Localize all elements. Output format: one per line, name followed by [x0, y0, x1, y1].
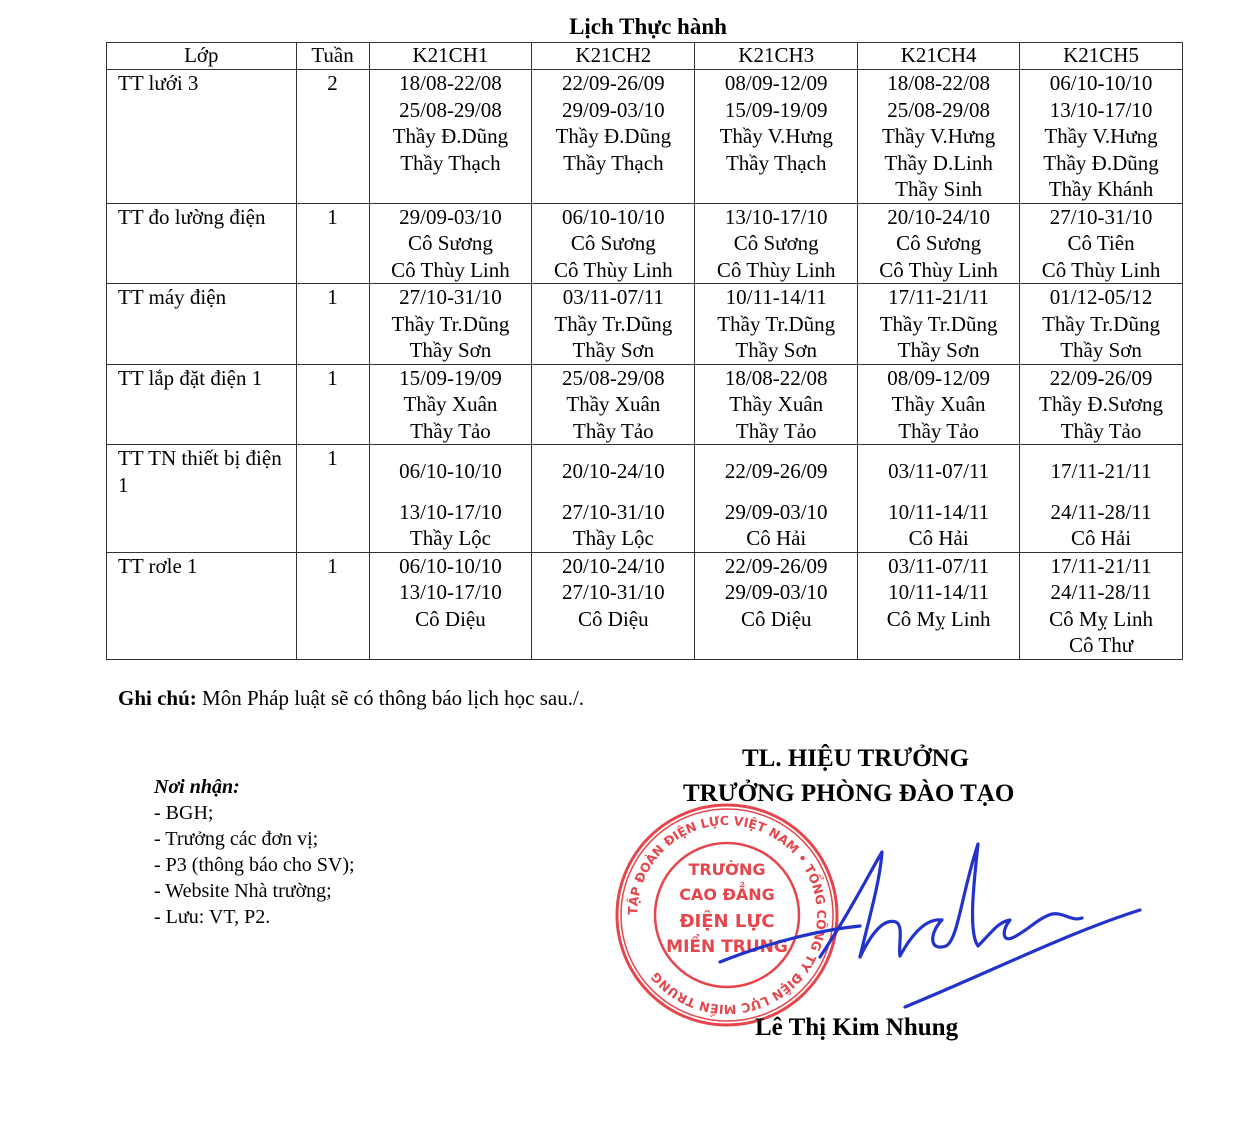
schedule-cell	[532, 364, 695, 445]
cell-line: Thầy Xuân	[891, 392, 986, 416]
header-k21ch5: K21CH5	[1020, 43, 1183, 70]
schedule-cell	[695, 203, 858, 284]
week-count: 2	[296, 70, 369, 204]
week-count: 1	[296, 445, 369, 553]
page-title: Lịch Thực hành	[569, 14, 727, 39]
cell-line: Thầy Tr.Dũng	[554, 311, 673, 336]
recipient-item: - P3 (thông báo cho SV);	[154, 854, 355, 876]
cell-line: 27/10-31/10	[399, 285, 502, 309]
signature-title-line1: TL. HIỆU TRƯỞNG	[742, 745, 970, 772]
cell-line: 29/09-03/10	[724, 499, 828, 524]
schedule-cell	[858, 203, 1020, 284]
header-k21ch2: K21CH2	[532, 43, 695, 70]
note-label: Ghi chú:	[118, 686, 197, 710]
schedule-cell	[369, 284, 532, 365]
cell-line: Thầy Sơn	[409, 338, 492, 362]
table-row	[107, 70, 1183, 204]
schedule-cell	[695, 70, 858, 204]
schedule-cell	[695, 445, 858, 553]
cell-line: Thầy Thạch	[563, 150, 664, 175]
recipient-item: - Website Nhà trường;	[154, 880, 332, 902]
cell-line: 27/10-31/10	[1049, 204, 1153, 229]
cell-line: 24/11-28/11	[1050, 499, 1152, 524]
cell-line: 03/11-07/11	[888, 553, 990, 578]
cell-line: 10/11-14/11	[725, 285, 827, 309]
cell-line: Cô Thùy Linh	[391, 257, 510, 282]
schedule-cell	[1020, 364, 1183, 445]
table-row	[107, 284, 1183, 365]
schedule-cell	[858, 284, 1020, 365]
cell-line: Thầy V.Hưng	[719, 124, 833, 148]
recipient-item: - BGH;	[154, 802, 214, 824]
cell-line: Thầy Đ.Dũng	[1043, 150, 1159, 175]
cell-line: Cô Sương	[896, 231, 982, 255]
cell-line: 15/09-19/09	[399, 365, 502, 390]
cell-line: 03/11-07/11	[888, 459, 990, 483]
cell-line: Thầy Xuân	[729, 392, 824, 416]
cell-line: Thầy Đ.Dũng	[392, 124, 509, 148]
schedule-cell	[858, 70, 1020, 204]
cell-line: Thầy Tảo	[1060, 418, 1142, 443]
table-row	[107, 364, 1183, 445]
cell-line: Thầy D.Linh	[884, 150, 993, 175]
cell-line: 08/09-12/09	[887, 365, 990, 390]
cell-line: 22/09-26/09	[724, 553, 828, 578]
cell-line: Thầy Đ.Dũng	[555, 124, 672, 148]
stamp-line-3: ĐIỆN LỰC	[679, 911, 775, 932]
cell-line: 25/08-29/08	[562, 365, 665, 390]
cell-line: 20/10-24/10	[887, 204, 990, 229]
course-name: TT lắp đặt điện 1	[107, 364, 297, 445]
cell-line: Thầy Sinh	[895, 177, 983, 201]
cell-line: 25/08-29/08	[399, 97, 502, 122]
cell-line: 15/09-19/09	[724, 97, 828, 122]
cell-line: 29/09-03/10	[399, 204, 502, 229]
cell-line: Thầy Tr.Dũng	[391, 311, 510, 336]
cell-line: Thầy Khánh	[1048, 177, 1154, 201]
schedule-cell	[695, 552, 858, 659]
cell-line: 06/10-10/10	[562, 204, 665, 229]
cell-line: Cô Thư	[1068, 633, 1134, 657]
cell-line: Cô Mỵ Linh	[886, 606, 991, 631]
cell-line: Cô Sương	[733, 231, 819, 255]
week-count: 1	[296, 203, 369, 284]
schedule-cell	[858, 445, 1020, 553]
table-row	[107, 552, 1183, 659]
cell-line: 17/11-21/11	[888, 285, 990, 309]
schedule-cell	[1020, 552, 1183, 659]
schedule-body	[107, 70, 1183, 660]
cell-line: Thầy Tr.Dũng	[717, 311, 836, 336]
cell-line: Thầy V.Hưng	[1044, 124, 1158, 148]
cell-line: 13/10-17/10	[399, 499, 502, 524]
cell-line: 06/10-10/10	[1049, 71, 1153, 95]
schedule-cell	[369, 445, 532, 553]
cell-line: Thầy Lộc	[572, 526, 654, 550]
cell-line: Cô Mỵ Linh	[1049, 606, 1153, 631]
header-weeks: Tuần	[296, 43, 369, 70]
table-row	[107, 445, 1183, 553]
cell-line: 13/10-17/10	[399, 580, 502, 604]
cell-line: Thầy Sơn	[1060, 338, 1142, 362]
cell-line: Thầy Tảo	[898, 418, 979, 443]
cell-line: Cô Tiên	[1067, 231, 1135, 255]
cell-line: 27/10-31/10	[562, 580, 665, 604]
cell-line: 18/08-22/08	[724, 365, 828, 390]
cell-line: Thầy Sơn	[897, 338, 980, 362]
cell-line: Thầy Lộc	[409, 526, 491, 550]
schedule-cell	[858, 364, 1020, 445]
cell-line: Cô Diệu	[415, 606, 486, 631]
cell-line: 29/09-03/10	[562, 97, 665, 122]
cell-line: Thầy Sơn	[735, 338, 818, 362]
cell-line: Cô Thùy Linh	[1041, 257, 1161, 282]
cell-line: 17/11-21/11	[1050, 553, 1152, 578]
cell-line: 13/10-17/10	[1049, 97, 1153, 122]
cell-line: Cô Thùy Linh	[879, 257, 998, 282]
cell-line: Thầy Tr.Dũng	[879, 311, 998, 336]
recipient-item: - Lưu: VT, P2.	[154, 906, 271, 928]
cell-line: 27/10-31/10	[562, 499, 665, 524]
cell-line: 25/08-29/08	[887, 97, 990, 122]
cell-line: 22/09-26/09	[562, 71, 665, 95]
cell-line: Thầy Xuân	[403, 392, 498, 416]
cell-line: Cô Sương	[570, 231, 656, 255]
cell-line: 06/10-10/10	[399, 553, 502, 578]
schedule-cell	[532, 284, 695, 365]
cell-line: 06/10-10/10	[399, 459, 502, 483]
cell-line: Cô Hải	[746, 526, 807, 550]
table-header-row	[107, 43, 1183, 70]
stamp-outer-text: TẬP ĐOÀN ĐIỆN LỰC VIỆT NAM • TỔNG CÔNG TY ĐIỆN LỰC MIỀN TRUNG	[624, 812, 830, 1018]
cell-line: Thầy Tảo	[735, 418, 817, 443]
cell-line: Thầy Thạch	[725, 150, 827, 175]
header-k21ch1: K21CH1	[369, 43, 532, 70]
schedule-cell	[532, 70, 695, 204]
schedule-cell	[369, 203, 532, 284]
schedule-cell	[369, 552, 532, 659]
cell-line: 18/08-22/08	[399, 71, 502, 95]
stamp-line-4: MIỀN TRUNG	[666, 937, 788, 957]
cell-line: 10/11-14/11	[888, 580, 990, 604]
cell-line: 22/09-26/09	[1049, 365, 1153, 390]
stamp-line-1: TRƯỜNG	[688, 860, 766, 879]
cell-line: 20/10-24/10	[562, 553, 665, 578]
cell-line: 13/10-17/10	[724, 204, 828, 229]
schedule-cell	[1020, 203, 1183, 284]
cell-line: 01/12-05/12	[1049, 285, 1153, 309]
cell-line: Cô Diệu	[740, 606, 812, 631]
header-class: Lớp	[107, 43, 297, 70]
cell-line: Thầy Sơn	[572, 338, 655, 362]
cell-line: Thầy Tảo	[573, 418, 654, 443]
week-count: 1	[296, 552, 369, 659]
table-row	[107, 203, 1183, 284]
schedule-table	[106, 42, 1183, 660]
cell-line: Cô Sương	[407, 231, 493, 255]
schedule-cell	[695, 284, 858, 365]
cell-line: Cô Thùy Linh	[716, 257, 836, 282]
cell-line: Cô Thùy Linh	[554, 257, 673, 282]
schedule-cell	[532, 552, 695, 659]
cell-line: 29/09-03/10	[724, 580, 828, 604]
signer-name: Lê Thị Kim Nhung	[755, 1014, 959, 1041]
cell-line: 03/11-07/11	[562, 285, 664, 309]
week-count: 1	[296, 364, 369, 445]
cell-line: 10/11-14/11	[888, 499, 990, 524]
cell-line: Thầy Đ.Sương	[1039, 392, 1164, 416]
cell-line: Thầy Thạch	[400, 150, 501, 175]
cell-line: 22/09-26/09	[724, 459, 828, 483]
recipient-item: - Trưởng các đơn vị;	[154, 828, 319, 850]
cell-line: Thầy Xuân	[566, 392, 661, 416]
cell-line: 17/11-21/11	[1050, 459, 1152, 483]
handwritten-signature	[700, 822, 1150, 1012]
schedule-cell	[1020, 445, 1183, 553]
recipients-block	[154, 774, 355, 930]
course-name: TT rơle 1	[107, 552, 297, 659]
schedule-cell	[532, 445, 695, 553]
schedule-cell	[532, 203, 695, 284]
schedule-cell	[858, 552, 1020, 659]
cell-line: Cô Diệu	[578, 606, 649, 631]
header-k21ch3: K21CH3	[695, 43, 858, 70]
cell-line: 24/11-28/11	[1050, 580, 1152, 604]
signature-title-line2: TRƯỞNG PHÒNG ĐÀO TẠO	[683, 780, 1015, 807]
schedule-cell	[1020, 284, 1183, 365]
cell-line: Thầy Tảo	[410, 418, 491, 443]
course-name: TT đo lường điện	[107, 203, 297, 284]
cell-line: Cô Hải	[1070, 526, 1132, 550]
schedule-cell	[1020, 70, 1183, 204]
course-name: TT TN thiết bị điện 1	[107, 445, 297, 553]
stamp-line-2: CAO ĐẲNG	[679, 885, 775, 904]
cell-line: 20/10-24/10	[562, 459, 665, 483]
cell-line: 18/08-22/08	[887, 71, 990, 95]
header-k21ch4: K21CH4	[858, 43, 1020, 70]
cell-line: Thầy Tr.Dũng	[1042, 311, 1160, 336]
schedule-cell	[369, 70, 532, 204]
cell-line: Cô Hải	[908, 526, 969, 550]
schedule-cell	[695, 364, 858, 445]
note-text: Môn Pháp luật sẽ có thông báo lịch học sau./.	[196, 686, 585, 710]
schedule-cell	[369, 364, 532, 445]
cell-line: Thầy V.Hưng	[881, 124, 996, 148]
note	[118, 686, 584, 711]
cell-line: 08/09-12/09	[724, 71, 828, 95]
week-count: 1	[296, 284, 369, 365]
course-name: TT lưới 3	[107, 70, 297, 204]
course-name: TT máy điện	[107, 284, 297, 365]
recipients-heading: Nơi nhận:	[154, 776, 240, 798]
